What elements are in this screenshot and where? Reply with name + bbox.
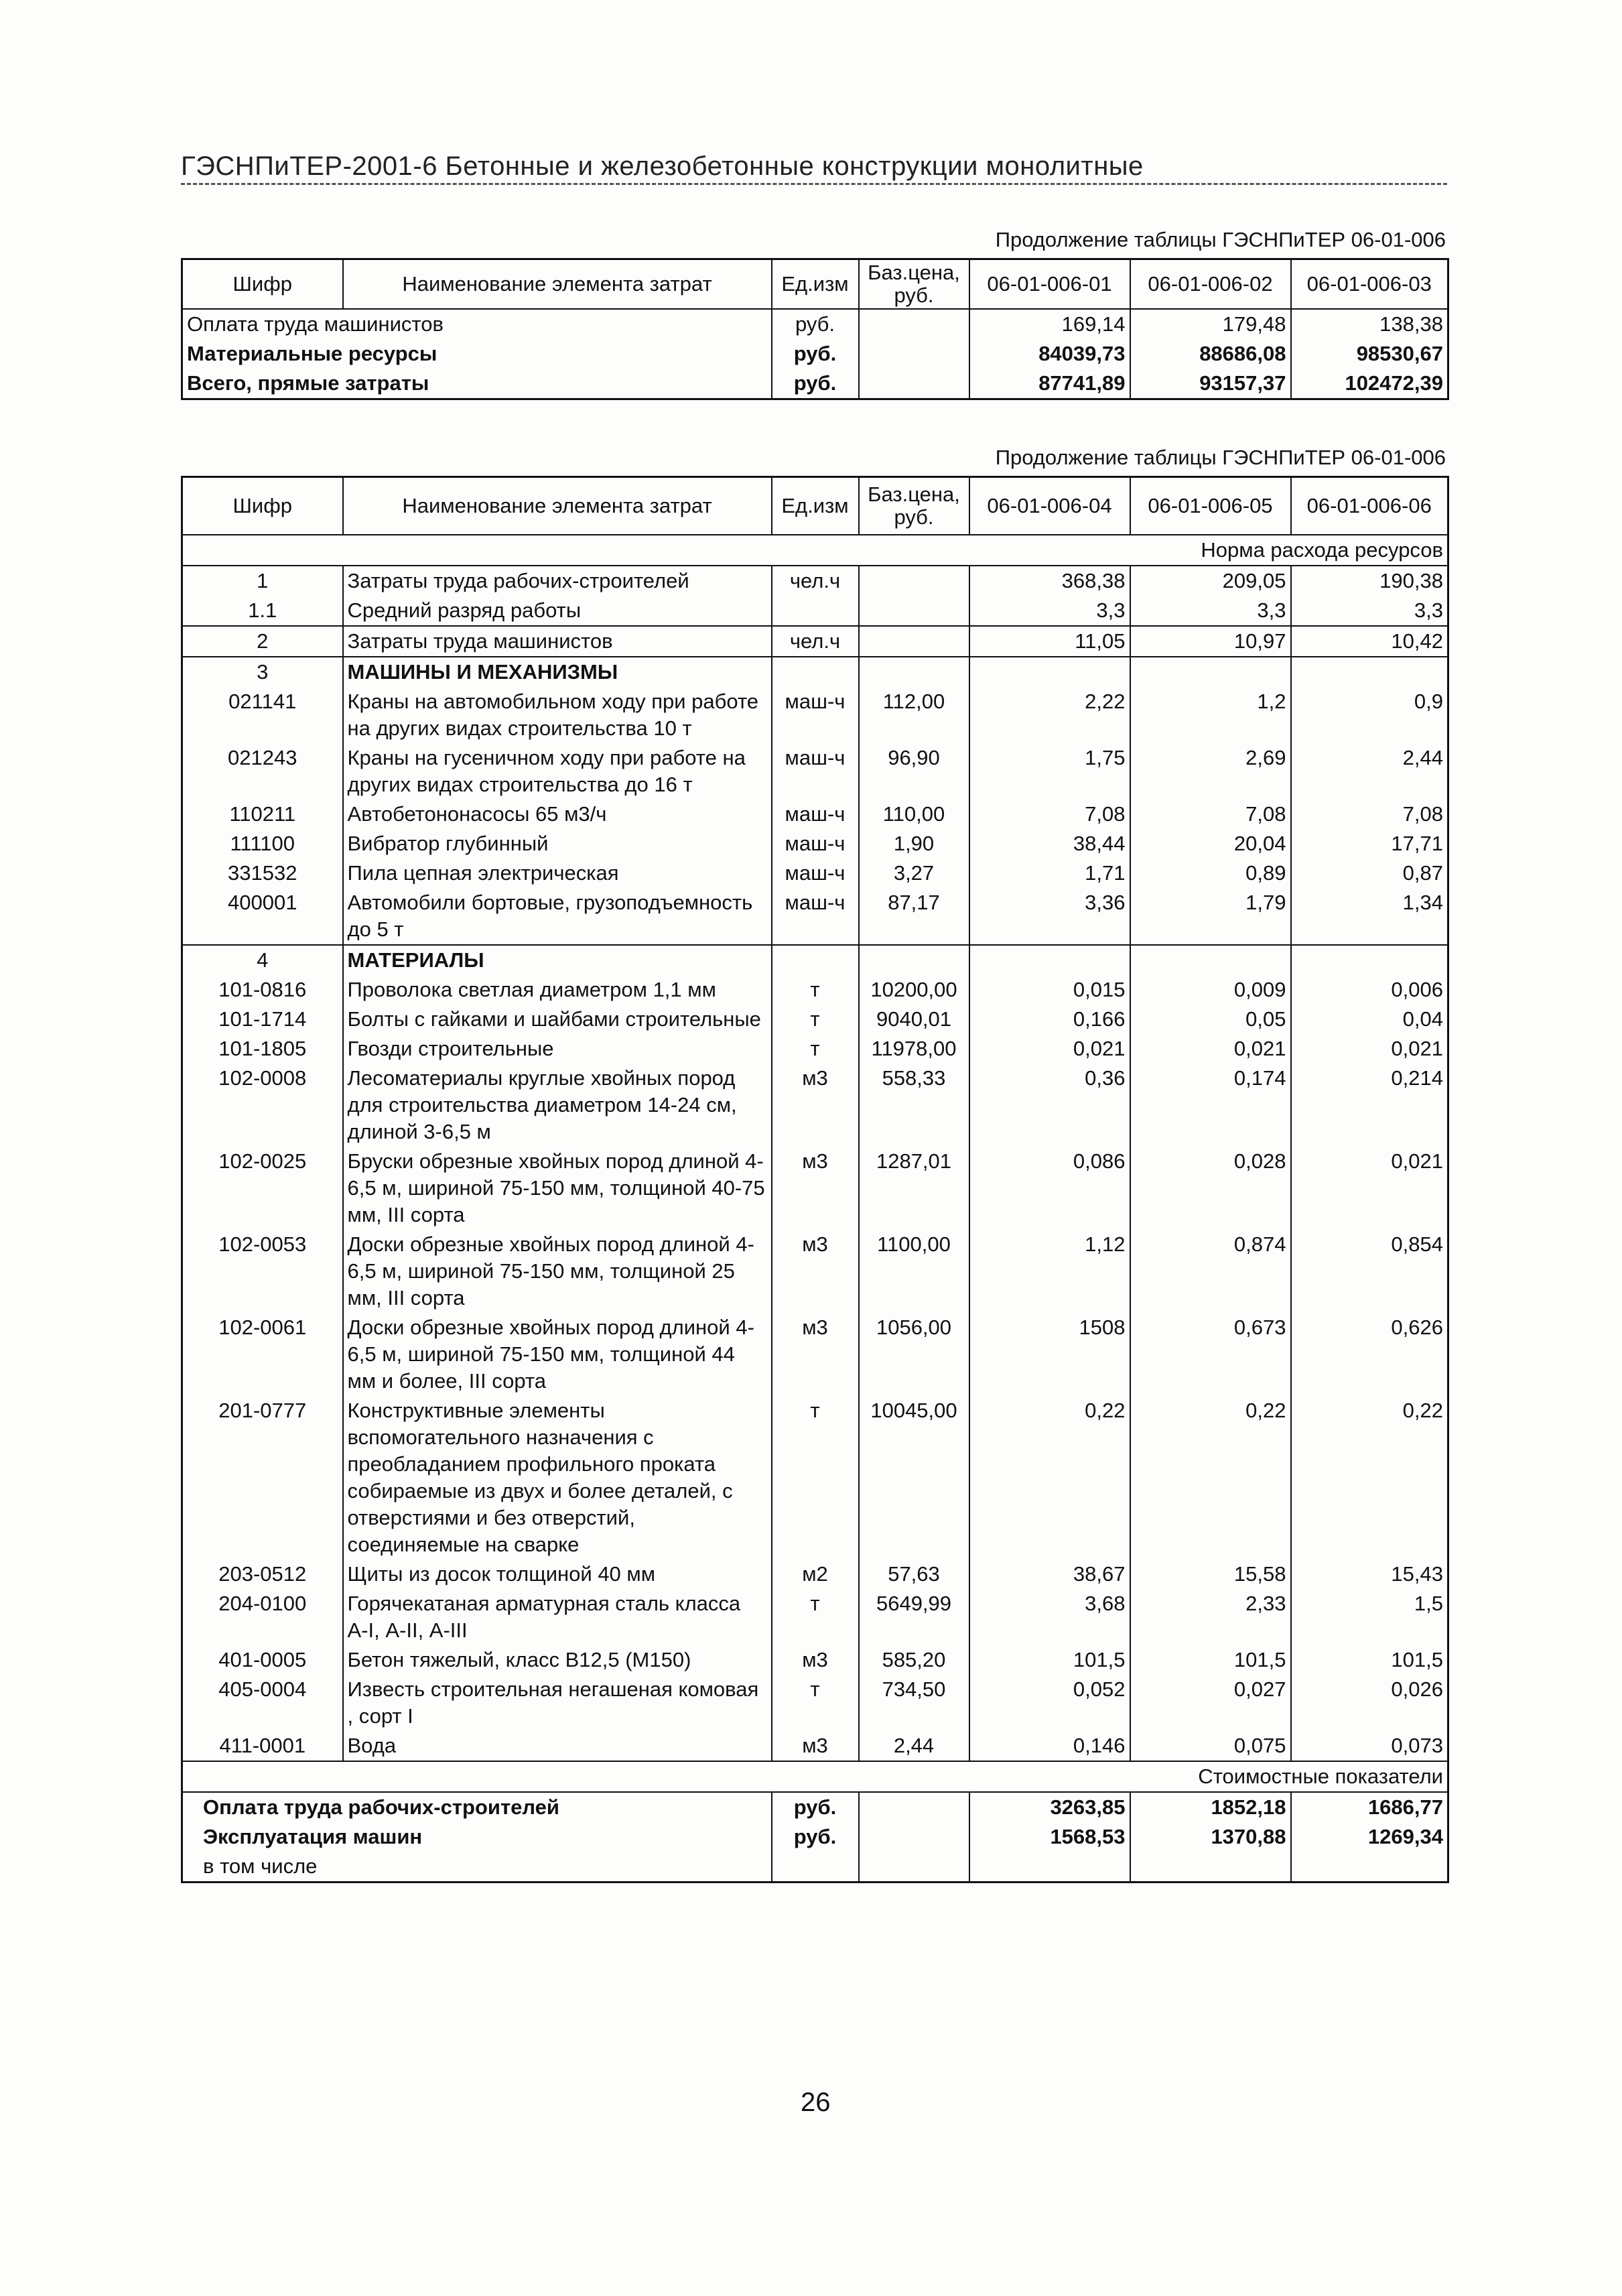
row-unit: руб.	[772, 309, 859, 339]
row-unit: м3	[772, 1147, 859, 1230]
row-value-5: 10,97	[1130, 626, 1291, 657]
row-name: Пила цепная электрическая	[343, 858, 772, 888]
row-code: 1	[182, 566, 343, 596]
row-value-3: 138,38	[1291, 309, 1448, 339]
row-name: Бетон тяжелый, класс В12,5 (М150)	[343, 1645, 772, 1675]
row-value-6: 101,5	[1291, 1645, 1448, 1675]
row-value-6: 1,5	[1291, 1589, 1448, 1645]
summary-value-6: 1686,77	[1291, 1792, 1448, 1822]
row-price: 10045,00	[859, 1396, 969, 1559]
row-value-4: 0,015	[969, 975, 1130, 1005]
row-value-4: 3,3	[969, 596, 1130, 626]
table-row	[182, 1645, 1448, 1675]
row-price	[859, 626, 969, 657]
header-col6: 06-01-006-06	[1291, 477, 1448, 535]
row-value-6: 0,22	[1291, 1396, 1448, 1559]
summary-unit: руб.	[772, 1822, 859, 1852]
row-price: 96,90	[859, 743, 969, 800]
summary-price	[859, 1822, 969, 1852]
table-row	[182, 657, 1448, 687]
table-row	[182, 1147, 1448, 1230]
row-value-6: 0,006	[1291, 975, 1448, 1005]
summary-name: Эксплуатация машин	[182, 1822, 772, 1852]
row-code: 405-0004	[182, 1675, 343, 1731]
row-code: 411-0001	[182, 1731, 343, 1761]
summary-unit: руб.	[772, 1792, 859, 1822]
row-unit: маш-ч	[772, 888, 859, 945]
row-value-6	[1291, 657, 1448, 687]
row-value-5: 0,075	[1130, 1731, 1291, 1761]
table-row	[182, 566, 1448, 596]
row-value-6: 15,43	[1291, 1559, 1448, 1589]
row-unit: маш-ч	[772, 829, 859, 858]
header-col5: 06-01-006-05	[1130, 477, 1291, 535]
row-value-6: 2,44	[1291, 743, 1448, 800]
row-price	[859, 339, 969, 369]
row-name: Оплата труда машинистов	[182, 309, 772, 339]
running-head: ГЭСНПиТЕР-2001-6 Бетонные и железобетонные конструкции монолитные	[181, 151, 1447, 185]
row-value-5: 209,05	[1130, 566, 1291, 596]
row-name: Бруски обрезные хвойных пород длиной 4-6,5 м, шириной 75-150 мм, толщиной 40-75 мм, III сорта	[343, 1147, 772, 1230]
row-name: Затраты труда машинистов	[343, 626, 772, 657]
row-value-4: 1,75	[969, 743, 1130, 800]
row-name: МАТЕРИАЛЫ	[343, 945, 772, 975]
row-code: 110211	[182, 800, 343, 829]
row-name: Краны на автомобильном ходу при работе на других видах строительства 10 т	[343, 687, 772, 743]
row-name: Доски обрезные хвойных пород длиной 4-6,5 м, шириной 75-150 мм, толщиной 25 мм, III сорта	[343, 1230, 772, 1313]
header-name: Наименование элемента затрат	[343, 477, 772, 535]
summary-price	[859, 1852, 969, 1883]
row-price: 3,27	[859, 858, 969, 888]
row-price: 734,50	[859, 1675, 969, 1731]
header-name: Наименование элемента затрат	[343, 259, 772, 310]
row-value-6: 17,71	[1291, 829, 1448, 858]
row-value-6: 0,073	[1291, 1731, 1448, 1761]
row-unit: м3	[772, 1645, 859, 1675]
summary-value-4: 1568,53	[969, 1822, 1130, 1852]
row-value-5: 7,08	[1130, 800, 1291, 829]
row-name: Гвозди строительные	[343, 1034, 772, 1064]
row-price: 585,20	[859, 1645, 969, 1675]
row-price: 558,33	[859, 1064, 969, 1147]
row-name: Затраты труда рабочих-строителей	[343, 566, 772, 596]
row-value-5: 0,22	[1130, 1396, 1291, 1559]
row-value-6: 0,626	[1291, 1313, 1448, 1396]
row-unit: т	[772, 1005, 859, 1034]
table2	[181, 476, 1449, 1883]
row-value-5: 0,05	[1130, 1005, 1291, 1034]
row-price: 87,17	[859, 888, 969, 945]
row-value-6: 190,38	[1291, 566, 1448, 596]
row-value-2: 88686,08	[1130, 339, 1291, 369]
row-unit: т	[772, 975, 859, 1005]
table-row	[182, 339, 1448, 369]
row-name: Горячекатаная арматурная сталь класса А-I, А-II, А-III	[343, 1589, 772, 1645]
row-value-6: 0,9	[1291, 687, 1448, 743]
row-value-5: 0,009	[1130, 975, 1291, 1005]
row-value-5: 101,5	[1130, 1645, 1291, 1675]
row-code: 111100	[182, 829, 343, 858]
summary-value-4	[969, 1852, 1130, 1883]
row-value-4: 0,166	[969, 1005, 1130, 1034]
table-row	[182, 975, 1448, 1005]
row-value-4: 2,22	[969, 687, 1130, 743]
summary-name: в том числе	[182, 1852, 772, 1883]
row-code: 021141	[182, 687, 343, 743]
row-price	[859, 945, 969, 975]
table-row	[182, 1589, 1448, 1645]
row-value-5: 0,673	[1130, 1313, 1291, 1396]
table1	[181, 258, 1449, 400]
table2-continuation-note: Продолжение таблицы ГЭСНПиТЕР 06-01-006	[995, 446, 1446, 469]
table-row	[182, 309, 1448, 339]
row-value-4	[969, 945, 1130, 975]
row-code: 101-0816	[182, 975, 343, 1005]
row-unit: т	[772, 1589, 859, 1645]
row-value-4	[969, 657, 1130, 687]
row-code: 401-0005	[182, 1645, 343, 1675]
row-value-5: 0,027	[1130, 1675, 1291, 1731]
row-price: 10200,00	[859, 975, 969, 1005]
header-price: Баз.цена, руб.	[859, 259, 969, 310]
table2-header-row	[182, 477, 1448, 535]
summary-row	[182, 1852, 1448, 1883]
summary-row	[182, 1792, 1448, 1822]
row-name: Доски обрезные хвойных пород длиной 4-6,5 м, шириной 75-150 мм, толщиной 44 мм и более, III сорта	[343, 1313, 772, 1396]
row-unit: м3	[772, 1064, 859, 1147]
row-value-5: 20,04	[1130, 829, 1291, 858]
row-value-5: 2,33	[1130, 1589, 1291, 1645]
row-name: Вода	[343, 1731, 772, 1761]
row-value-4: 3,68	[969, 1589, 1130, 1645]
row-unit: маш-ч	[772, 687, 859, 743]
row-value-5: 1,79	[1130, 888, 1291, 945]
row-value-4: 0,146	[969, 1731, 1130, 1761]
row-value-4: 0,36	[969, 1064, 1130, 1147]
row-value-5	[1130, 657, 1291, 687]
header-code: Шифр	[182, 477, 343, 535]
row-value-4: 368,38	[969, 566, 1130, 596]
row-value-5: 2,69	[1130, 743, 1291, 800]
row-code: 203-0512	[182, 1559, 343, 1589]
row-value-4: 7,08	[969, 800, 1130, 829]
row-value-6: 7,08	[1291, 800, 1448, 829]
row-value-2: 93157,37	[1130, 369, 1291, 399]
row-value-6: 0,021	[1291, 1147, 1448, 1230]
row-value-5	[1130, 945, 1291, 975]
header-col3: 06-01-006-03	[1291, 259, 1448, 310]
row-value-5: 1,2	[1130, 687, 1291, 743]
row-code: 101-1805	[182, 1034, 343, 1064]
norm-label-row	[182, 535, 1448, 566]
row-unit: т	[772, 1675, 859, 1731]
row-code: 102-0008	[182, 1064, 343, 1147]
row-price: 110,00	[859, 800, 969, 829]
row-value-3: 102472,39	[1291, 369, 1448, 399]
table-row	[182, 369, 1448, 399]
row-code: 4	[182, 945, 343, 975]
row-price: 2,44	[859, 1731, 969, 1761]
row-unit: м3	[772, 1230, 859, 1313]
row-name: Вибратор глубинный	[343, 829, 772, 858]
row-price: 112,00	[859, 687, 969, 743]
row-value-4: 38,67	[969, 1559, 1130, 1589]
row-unit: руб.	[772, 339, 859, 369]
row-price: 1056,00	[859, 1313, 969, 1396]
norm-label: Норма расхода ресурсов	[182, 535, 1448, 566]
table-row	[182, 1559, 1448, 1589]
table-row	[182, 596, 1448, 626]
summary-value-5: 1852,18	[1130, 1792, 1291, 1822]
row-price	[859, 369, 969, 399]
table-row	[182, 1034, 1448, 1064]
row-value-6: 3,3	[1291, 596, 1448, 626]
row-value-5: 0,89	[1130, 858, 1291, 888]
row-value-4: 38,44	[969, 829, 1130, 858]
header-unit: Ед.изм	[772, 259, 859, 310]
row-code: 102-0061	[182, 1313, 343, 1396]
row-value-3: 98530,67	[1291, 339, 1448, 369]
row-code: 2	[182, 626, 343, 657]
row-unit: чел.ч	[772, 566, 859, 596]
row-name: Автомобили бортовые, грузоподъемность до 5 т	[343, 888, 772, 945]
table-row	[182, 1005, 1448, 1034]
row-code: 102-0025	[182, 1147, 343, 1230]
table-row	[182, 1396, 1448, 1559]
table1-continuation-note: Продолжение таблицы ГЭСНПиТЕР 06-01-006	[995, 228, 1446, 251]
row-code: 400001	[182, 888, 343, 945]
row-code: 102-0053	[182, 1230, 343, 1313]
summary-name: Оплата труда рабочих-строителей	[182, 1792, 772, 1822]
table-row	[182, 829, 1448, 858]
row-price: 1287,01	[859, 1147, 969, 1230]
row-value-4: 0,052	[969, 1675, 1130, 1731]
row-price: 57,63	[859, 1559, 969, 1589]
row-name: Конструктивные элементы вспомогательного назначения с преобладанием профильного проката собираемые из двух и более деталей, с отверстиями и без отверстий, соединяемые на сварке	[343, 1396, 772, 1559]
row-value-2: 179,48	[1130, 309, 1291, 339]
summary-unit	[772, 1852, 859, 1883]
table-row	[182, 800, 1448, 829]
row-unit	[772, 596, 859, 626]
table-row	[182, 626, 1448, 657]
row-code: 101-1714	[182, 1005, 343, 1034]
row-unit	[772, 945, 859, 975]
table-row	[182, 1675, 1448, 1731]
row-value-4: 0,021	[969, 1034, 1130, 1064]
row-unit: м3	[772, 1313, 859, 1396]
row-code: 201-0777	[182, 1396, 343, 1559]
header-code: Шифр	[182, 259, 343, 310]
row-name: Известь строительная негашеная комовая , сорт I	[343, 1675, 772, 1731]
row-price	[859, 309, 969, 339]
row-code: 331532	[182, 858, 343, 888]
row-value-1: 87741,89	[969, 369, 1130, 399]
row-name: Болты с гайками и шайбами строительные	[343, 1005, 772, 1034]
table1-header-row	[182, 259, 1448, 310]
summary-row	[182, 1822, 1448, 1852]
row-price: 11978,00	[859, 1034, 969, 1064]
table-row	[182, 888, 1448, 945]
row-price: 1,90	[859, 829, 969, 858]
row-code: 204-0100	[182, 1589, 343, 1645]
summary-price	[859, 1792, 969, 1822]
row-name: Лесоматериалы круглые хвойных пород для строительства диаметром 14-24 см, длиной 3-6,5 м	[343, 1064, 772, 1147]
row-code: 1.1	[182, 596, 343, 626]
summary-value-6	[1291, 1852, 1448, 1883]
row-unit: маш-ч	[772, 858, 859, 888]
summary-value-6: 1269,34	[1291, 1822, 1448, 1852]
row-value-5: 0,174	[1130, 1064, 1291, 1147]
row-value-5: 3,3	[1130, 596, 1291, 626]
row-name: Краны на гусеничном ходу при работе на других видах строительства до 16 т	[343, 743, 772, 800]
row-unit: т	[772, 1034, 859, 1064]
row-value-5: 15,58	[1130, 1559, 1291, 1589]
table-row	[182, 858, 1448, 888]
row-value-6: 10,42	[1291, 626, 1448, 657]
row-value-1: 84039,73	[969, 339, 1130, 369]
row-value-1: 169,14	[969, 309, 1130, 339]
row-name: Всего, прямые затраты	[182, 369, 772, 399]
row-price: 5649,99	[859, 1589, 969, 1645]
table-row	[182, 1230, 1448, 1313]
row-value-6: 0,021	[1291, 1034, 1448, 1064]
row-unit: т	[772, 1396, 859, 1559]
row-value-4: 101,5	[969, 1645, 1130, 1675]
summary-value-5: 1370,88	[1130, 1822, 1291, 1852]
header-col1: 06-01-006-01	[969, 259, 1130, 310]
row-value-6: 0,214	[1291, 1064, 1448, 1147]
row-value-6: 0,026	[1291, 1675, 1448, 1731]
row-value-6: 1,34	[1291, 888, 1448, 945]
row-price	[859, 566, 969, 596]
row-price	[859, 657, 969, 687]
row-name: МАШИНЫ И МЕХАНИЗМЫ	[343, 657, 772, 687]
header-col2: 06-01-006-02	[1130, 259, 1291, 310]
row-value-5: 0,874	[1130, 1230, 1291, 1313]
row-value-4: 1508	[969, 1313, 1130, 1396]
row-price: 9040,01	[859, 1005, 969, 1034]
row-value-4: 1,71	[969, 858, 1130, 888]
row-unit: чел.ч	[772, 626, 859, 657]
cost-label-row	[182, 1761, 1448, 1792]
row-unit: маш-ч	[772, 743, 859, 800]
row-code: 3	[182, 657, 343, 687]
row-value-5: 0,028	[1130, 1147, 1291, 1230]
row-value-6: 0,854	[1291, 1230, 1448, 1313]
table-row	[182, 1313, 1448, 1396]
row-value-6: 0,87	[1291, 858, 1448, 888]
row-value-4: 11,05	[969, 626, 1130, 657]
header-col4: 06-01-006-04	[969, 477, 1130, 535]
row-unit: маш-ч	[772, 800, 859, 829]
row-price: 1100,00	[859, 1230, 969, 1313]
summary-value-5	[1130, 1852, 1291, 1883]
row-value-4: 1,12	[969, 1230, 1130, 1313]
table-row	[182, 1064, 1448, 1147]
summary-value-4: 3263,85	[969, 1792, 1130, 1822]
table-row	[182, 687, 1448, 743]
header-price: Баз.цена, руб.	[859, 477, 969, 535]
row-value-6	[1291, 945, 1448, 975]
cost-label: Стоимостные показатели	[182, 1761, 1448, 1792]
row-unit: руб.	[772, 369, 859, 399]
row-unit	[772, 657, 859, 687]
row-name: Щиты из досок толщиной 40 мм	[343, 1559, 772, 1589]
row-value-4: 0,22	[969, 1396, 1130, 1559]
row-value-6: 0,04	[1291, 1005, 1448, 1034]
table-row	[182, 743, 1448, 800]
table-row	[182, 1731, 1448, 1761]
table-row	[182, 945, 1448, 975]
row-name: Средний разряд работы	[343, 596, 772, 626]
row-name: Автобетононасосы 65 м3/ч	[343, 800, 772, 829]
row-unit: м3	[772, 1731, 859, 1761]
row-price	[859, 596, 969, 626]
row-value-4: 3,36	[969, 888, 1130, 945]
row-value-5: 0,021	[1130, 1034, 1291, 1064]
header-unit: Ед.изм	[772, 477, 859, 535]
row-code: 021243	[182, 743, 343, 800]
row-unit: м2	[772, 1559, 859, 1589]
row-name: Проволока светлая диаметром 1,1 мм	[343, 975, 772, 1005]
row-value-4: 0,086	[969, 1147, 1130, 1230]
page-number: 26	[801, 2088, 831, 2117]
row-name: Материальные ресурсы	[182, 339, 772, 369]
